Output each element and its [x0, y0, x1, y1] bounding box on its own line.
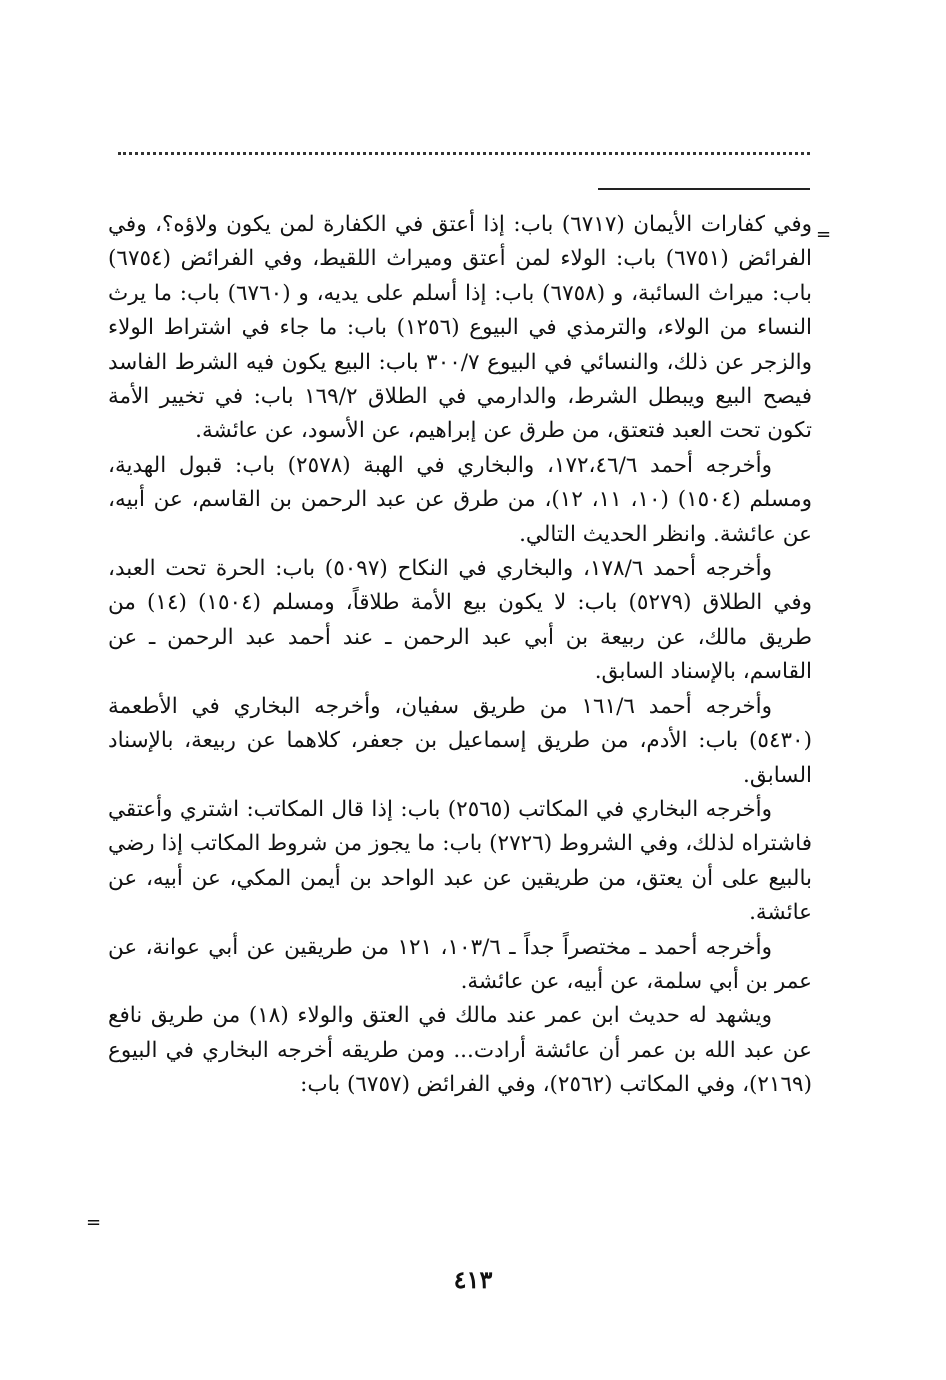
- continuation-mark-bottom: =: [86, 1212, 102, 1233]
- page-number: ٤١٣: [453, 1265, 493, 1294]
- footnote-paragraph-2: وأخرجه أحمد ١٧٢،٤٦/٦، والبخاري في الهبة (٢٥٧٨) باب: قبول الهدية، ومسلم (١٥٠٤) (١٠، ١١، ١٢)، من طرق عن عبد الرحمن بن القاسم، عن أبيه، عن عائشة. وانظر الحديث التالي.: [108, 452, 812, 547]
- footnote-paragraph-1: وفي كفارات الأيمان (٦٧١٧) باب: إذا أعتق في الكفارة لمن يكون ولاؤه؟، وفي الفرائض (٦٧٥١) باب: الولاء لمن أعتق وميراث اللقيط، وفي الفرائض (٦٧٥٤) باب: ميراث السائبة، و (٦٧٥٨) باب: إذا أسلم على يديه، و (٦٧٦٠) باب: ما يرث النساء من الولاء، والترمذي في البيوع (١٢٥٦) باب: ما جاء في اشتراط الولاء والزجر عن ذلك، والنسائي في البيوع ٣٠٠/٧ باب: البيع يكون فيه الشرط الفاسد فيصح البيع ويبطل الشرط، والدارمي في الطلاق ١٦٩/٢ باب: في تخيير الأمة تكون تحت العبد فتعتق، من طرق عن إبراهيم، عن الأسود، عن عائشة.: [108, 212, 812, 444]
- footnote-text: [108, 208, 812, 1103]
- footnote-paragraph-4: وأخرجه أحمد ١٦١/٦ من طريق سفيان، وأخرجه البخاري في الأطعمة (٥٤٣٠) باب: الأدم، من طريق إسماعيل بن جعفر، كلاهما عن ربيعة، بالإسناد السابق.: [108, 693, 812, 788]
- dotted-separator: [118, 152, 810, 155]
- footnote-paragraph-5: وأخرجه البخاري في المكاتب (٢٥٦٥) باب: إذا قال المكاتب: اشتري وأعتقي فاشتراه لذلك، وفي الشروط (٢٧٢٦) باب: ما يجوز من شروط المكاتب إذا رضي بالبيع على أن يعتق، من طريقين عن عبد الواحد بن أيمن المكي، عن أبيه، عن عائشة.: [108, 796, 812, 926]
- footnote-paragraph-6: وأخرجه أحمد ـ مختصراً جداً ـ ١٠٣/٦، ١٢١ من طريقين عن أبي عوانة، عن عمر بن أبي سلمة، عن أبيه، عن عائشة.: [108, 934, 812, 994]
- continuation-mark-top: =: [816, 224, 832, 245]
- footnote-paragraph-7: ويشهد له حديث ابن عمر عند مالك في العتق والولاء (١٨) من طريق نافع عن عبد الله بن عمر أن عائشة أرادت... ومن طريقه أخرجه البخاري في البيوع (٢١٦٩)، وفي المكاتب (٢٥٦٢)، وفي الفرائض (٦٧٥٧) باب:: [108, 1003, 812, 1098]
- footnote-paragraph-3: وأخرجه أحمد ١٧٨/٦، والبخاري في النكاح (٥٠٩٧) باب: الحرة تحت العبد، وفي الطلاق (٥٢٧٩) باب: لا يكون بيع الأمة طلاقاً، ومسلم (١٥٠٤) (١٤) من طريق مالك، عن ربيعة بن أبي عبد الرحمن ـ عند أحمد عبد الرحمن ـ عن القاسم، بالإسناد السابق.: [108, 556, 812, 685]
- footnote-rule: [598, 188, 810, 190]
